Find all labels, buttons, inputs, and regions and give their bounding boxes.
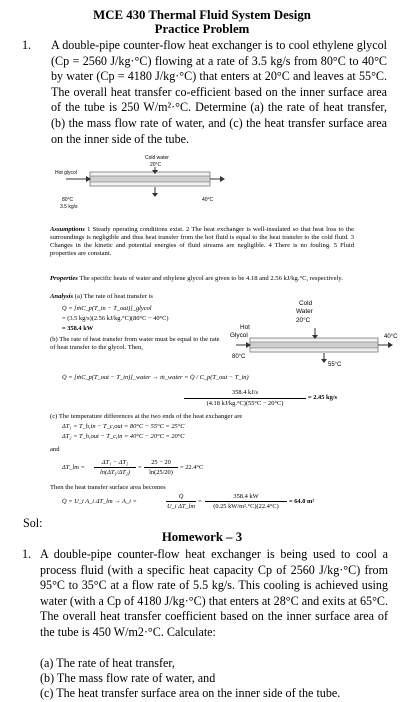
eq-c3-den: ln(ΔT₁/ΔT₂) <box>99 469 131 476</box>
eq-b2-res: = 2.45 kg/s <box>308 394 338 401</box>
fraction-bar <box>184 398 306 399</box>
outlet-temp: 40°C <box>202 197 214 203</box>
homework-item-b: (b) The mass flow rate of water, and <box>40 671 216 685</box>
eq-c2: ΔT₂ = T_h,out − T_c,in = 40°C − 20°C = 20°C <box>62 433 185 440</box>
eq-c3-den2: ln(25/20) <box>149 469 173 476</box>
eq-c3-num: ΔT₁ − ΔT₂ <box>101 459 129 466</box>
properties-text: The specific heats of water and ethylene glycol are given to be 4.18 and 2.56 kJ/kg.°C, respectively. <box>79 275 343 282</box>
eq-c1: ΔT₁ = T_h,in − T_c,out = 80°C − 55°C = 25°C <box>62 423 185 430</box>
assumptions-text: 1 Steady operating conditions exist. 2 The heat exchanger is well-insulated so that heat loss to the surroundings is negligible and thus heat transfer from the hot fluid is equal to the heat transfer to the cold fluid. 3 Changes in the kinetic and potential energies of fluid streams are negligible. 4 There is no fouling. 5 Fluid properties are constant. <box>50 226 354 258</box>
eq-c3-num2: 25 − 20 <box>151 459 171 466</box>
inner-tube-2 <box>250 342 378 348</box>
cold-label: Cold <box>299 300 313 307</box>
inlet-temp: 80°C <box>62 197 74 203</box>
heat-exchanger-figure <box>0 155 404 217</box>
eq-d-den2: (0.25 kW/m².°C)(22.4°C) <box>213 503 279 510</box>
flow-rate: 3.5 kg/s <box>60 204 78 210</box>
eq-d-res: = 64.0 m² <box>289 498 315 505</box>
t-right: 40°C <box>384 334 398 340</box>
fraction-bar <box>144 467 178 468</box>
fraction-bar <box>205 501 287 502</box>
eq-d-den1: U_i ΔT_lm <box>166 503 196 510</box>
t-left: 80°C <box>232 354 246 360</box>
eq-b2-num: 358.4 kJ/s <box>232 389 258 396</box>
homework-item-a: (a) The rate of heat transfer, <box>40 656 175 670</box>
cold-water-label: Cold water <box>145 155 169 161</box>
page-title: MCE 430 Thermal Fluid System Design <box>93 8 311 22</box>
eq-d-lhs: Q̇ = U_i A_i ΔT_lm → A_i = <box>62 498 137 505</box>
problem-number: 1. <box>22 38 32 52</box>
cold-water-temp: 20°C <box>150 162 162 168</box>
glycol-label: Glycol <box>230 332 248 339</box>
sol-label: Sol: <box>23 516 43 530</box>
problem-text: A double-pipe counter-flow heat exchanger is to cool ethylene glycol (Cp = 2560 J/kg·°C) flowing at a rate of 3.5 kg/s from 80°C to 40°C by water (Cp = 4180 J/kg·°C) that enters at 20°C and leaves at 55°C. The overall heat transfer co-efficient based on the inner surface area of the tube is 250 W/m²·°C. Determine (a) the rate of heat transfer, (b) the mass flow rate of water, and (c) the heat transfer surface area on the inner side of the tube. <box>51 38 387 146</box>
analysis-c: (c) The temperature differences at the two ends of the heat exchanger are <box>50 413 243 420</box>
assumptions-label: Assumptions <box>50 226 85 233</box>
homework-title: Homework – 3 <box>161 530 243 544</box>
analysis-b: (b) The rate of heat transfer from water must be equal to the rate of heat transfer to the glycol. Then, <box>50 336 220 352</box>
water-label: Water <box>296 308 313 315</box>
eq-b2-den: (4.18 kJ/kg.°C)(55°C − 20°C) <box>206 400 284 407</box>
eq-q3: = 358.4 kW <box>62 325 94 332</box>
properties-label: Properties <box>50 275 78 282</box>
properties <box>50 275 354 283</box>
hot-glycol-label: Hot glycol <box>55 170 77 176</box>
eq-d-num2: 358.4 kW <box>233 493 259 500</box>
area-text: Then the heat transfer surface area becomes <box>50 484 166 491</box>
eq-q1: Q̇ = [ṁC_p(T_in − T_out)]_glycol <box>62 305 152 312</box>
homework-number: 1. <box>22 547 32 561</box>
fraction-bar <box>94 467 136 468</box>
eq-d-num1: Q̇ <box>178 493 184 500</box>
eq-b1: Q̇ = [ṁC_p(T_out − T_in)]_water → ṁ_water = Q̇ / C_p(T_out − T_in) <box>62 374 249 381</box>
homework-text: A double-pipe counter-flow heat exchanger is being used to cool a process fluid (with a specific heat capacity Cp of 2560 J/kg·°C) from 95°C to 35°C at a flow rate of 5.5 kg/s. This cooling is achieved using water (with a Cp of 4180 J/kg·°C) that enters at 28°C and exits at 65°C. The overall heat transfer coefficient based on the inner surface area of the tube is 450 W/m2·°C. Calculate: <box>40 547 388 639</box>
eq-q2: = (3.5 kg/s)(2.56 kJ/kg.°C)(80°C − 40°C) <box>62 315 169 322</box>
page-subtitle: Practice Problem <box>154 22 250 36</box>
inner-tube <box>90 176 210 182</box>
homework-item-c: (c) The heat transfer surface area on the inner side of the tube. <box>40 686 341 700</box>
cold-temp: 20°C <box>296 317 311 324</box>
analysis-a-text: (a) The rate of heat transfer is <box>74 293 153 300</box>
counterflow-figure <box>228 296 404 372</box>
and-label: and <box>50 446 60 453</box>
eq-c3-res: = 22.4°C <box>180 464 204 471</box>
assumptions <box>50 226 354 258</box>
t-out: 55°C <box>328 362 342 368</box>
hot-label: Hot <box>240 324 250 331</box>
fraction-bar <box>166 501 196 502</box>
analysis-label: Analysis <box>50 293 74 300</box>
eq-c3-lhs: ΔT_lm = <box>62 464 85 471</box>
